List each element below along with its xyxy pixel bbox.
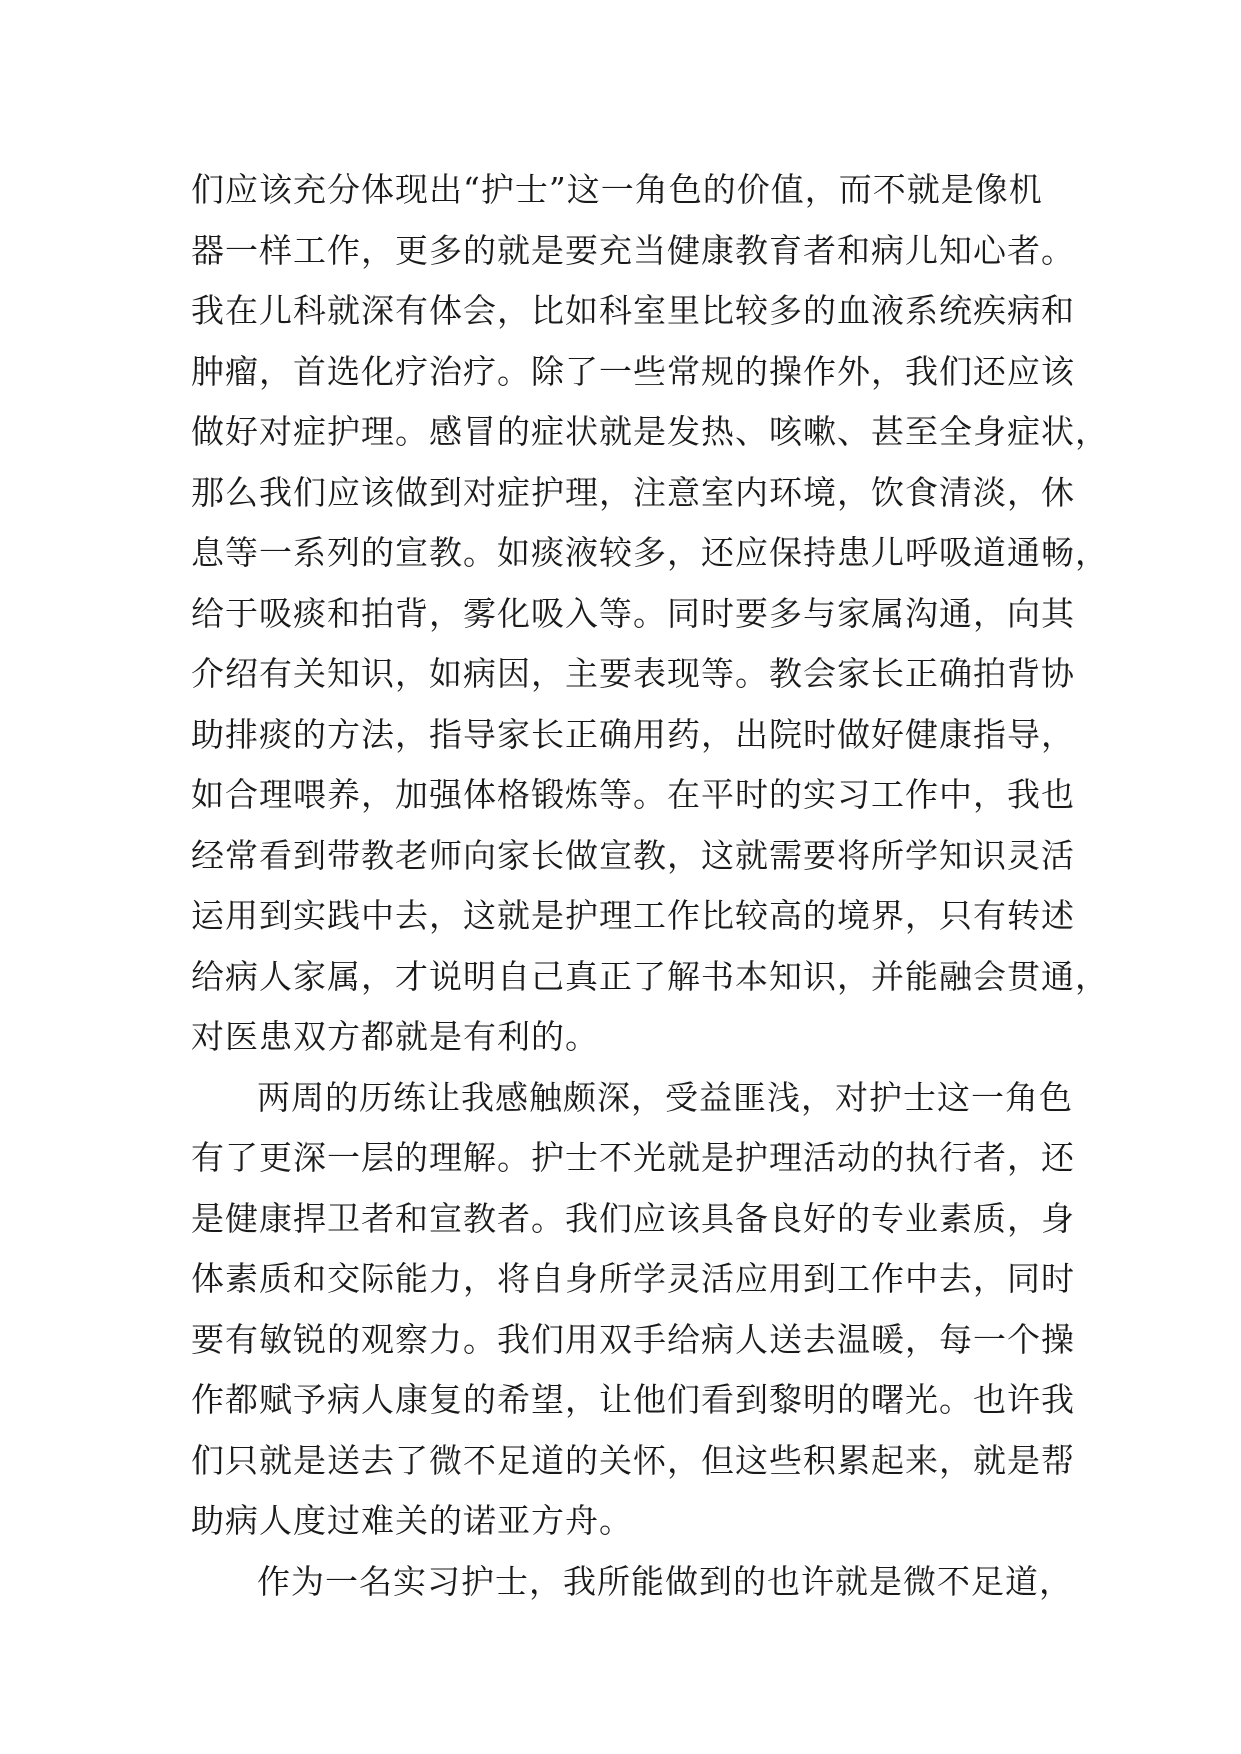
paragraph-start-line: 两周的历练让我感触颇深，受益匪浅，对护士这一角色 xyxy=(257,1077,1073,1117)
text-line: 那么我们应该做到对症护理，注意室内环境，饮食清淡，休 xyxy=(191,472,1075,512)
text-line: 介绍有关知识，如病因，主要表现等。教会家长正确拍背协 xyxy=(191,654,1075,693)
paragraph-start-line: 作为一名实习护士，我所能做到的也许就是微不足道， xyxy=(257,1561,1073,1601)
text-line: 经常看到带教老师向家长做宣教，这就需要将所学知识灵活 xyxy=(191,835,1075,875)
text-line: 给于吸痰和拍背，雾化吸入等。同时要多与家属沟通，向其 xyxy=(191,593,1075,633)
text-line: 肿瘤，首选化疗治疗。除了一些常规的操作外，我们还应该 xyxy=(191,351,1075,391)
text-line: 助排痰的方法，指导家长正确用药，出院时做好健康指导， xyxy=(191,714,1075,754)
text-line: 给病人家属，才说明自己真正了解书本知识，并能融会贯通， xyxy=(191,956,1109,996)
text-line: 如合理喂养，加强体格锻炼等。在平时的实习工作中，我也 xyxy=(191,775,1075,814)
text-line: 息等一系列的宣教。如痰液较多，还应保持患儿呼吸道通畅， xyxy=(191,533,1109,572)
text-line: 是健康捍卫者和宣教者。我们应该具备良好的专业素质，身 xyxy=(191,1198,1075,1238)
text-line: 对医患双方都就是有利的。 xyxy=(191,1017,599,1056)
body-text xyxy=(191,160,1109,1612)
text-line: 器一样工作，更多的就是要充当健康教育者和病儿知心者。 xyxy=(191,230,1075,270)
text-line: 体素质和交际能力，将自身所学灵活应用到工作中去，同时 xyxy=(191,1259,1075,1298)
text-line: 助病人度过难关的诺亚方舟。 xyxy=(191,1501,633,1540)
text-line: 运用到实践中去，这就是护理工作比较高的境界，只有转述 xyxy=(191,896,1075,935)
text-line: 们应该充分体现出“护士”这一角色的价值，而不就是像机 xyxy=(191,170,1043,209)
text-line: 做好对症护理。感冒的症状就是发热、咳嗽、甚至全身症状， xyxy=(191,412,1109,451)
text-line: 要有敏锐的观察力。我们用双手给病人送去温暖，每一个操 xyxy=(191,1319,1075,1359)
text-line: 我在儿科就深有体会，比如科室里比较多的血液系统疾病和 xyxy=(191,291,1075,330)
text-line: 有了更深一层的理解。护士不光就是护理活动的执行者，还 xyxy=(191,1138,1075,1177)
text-line: 们只就是送去了微不足道的关怀，但这些积累起来，就是帮 xyxy=(191,1440,1075,1480)
text-line: 作都赋予病人康复的希望，让他们看到黎明的曙光。也许我 xyxy=(191,1380,1075,1419)
